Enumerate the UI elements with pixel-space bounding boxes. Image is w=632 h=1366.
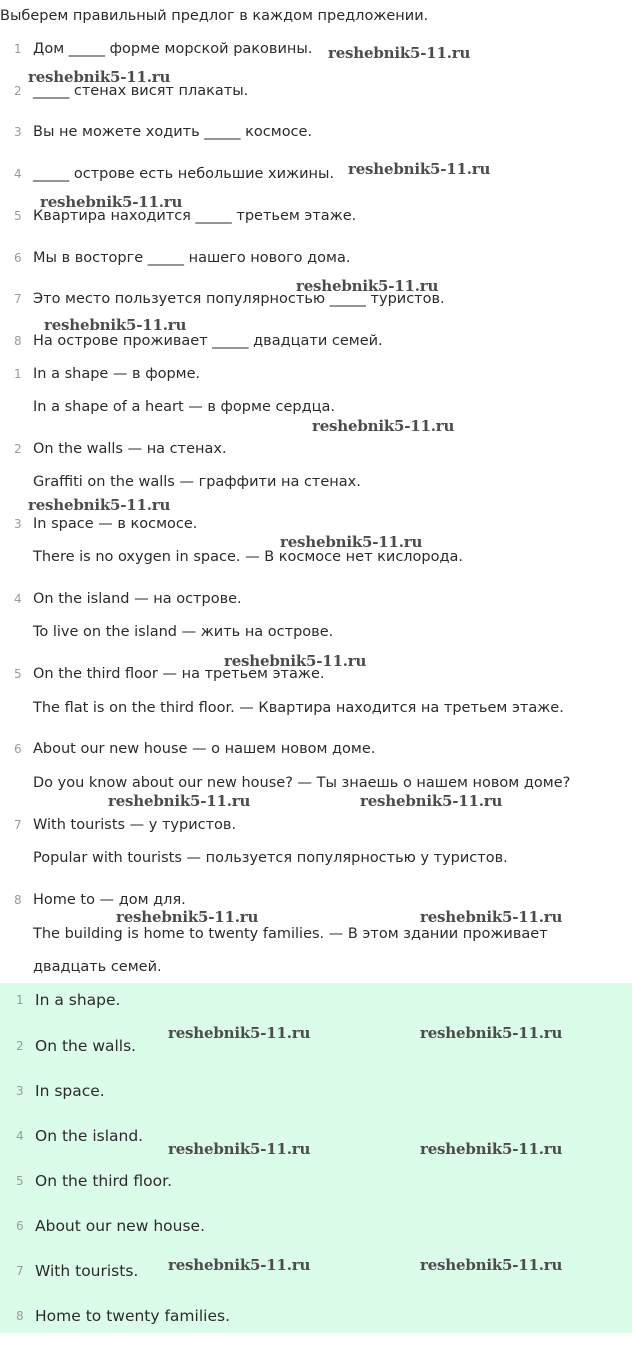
- watermark: reshebnik5-11.ru: [224, 652, 367, 670]
- item-number: 7: [14, 818, 22, 832]
- example-text: двадцать семей.: [33, 959, 162, 975]
- item-number: 7: [14, 292, 22, 306]
- item-text: Это место пользуется популярностью _____ туристов.: [33, 291, 445, 307]
- example-text: The building is home to twenty families. — В этом здании проживает: [33, 926, 548, 942]
- watermark: reshebnik5-11.ru: [168, 1024, 311, 1042]
- item-number: 3: [14, 125, 22, 139]
- watermark: reshebnik5-11.ru: [312, 417, 455, 435]
- watermark: reshebnik5-11.ru: [348, 160, 491, 178]
- instruction: Выберем правильный предлог в каждом предложении.: [0, 8, 429, 24]
- answer-text: On the walls.: [35, 1037, 137, 1055]
- watermark: reshebnik5-11.ru: [420, 1024, 563, 1042]
- example-text: Do you know about our new house? — Ты знаешь о нашем новом доме?: [33, 775, 571, 791]
- answer-text: Home to twenty families.: [35, 1307, 230, 1325]
- watermark: reshebnik5-11.ru: [360, 792, 503, 810]
- item-number: 1: [16, 993, 24, 1007]
- watermark: reshebnik5-11.ru: [28, 496, 171, 514]
- watermark: reshebnik5-11.ru: [44, 316, 187, 334]
- example-text: Graffiti on the walls — граффити на стенах.: [33, 474, 361, 490]
- phrase-text: About our new house — о нашем новом доме.: [33, 741, 376, 757]
- watermark: reshebnik5-11.ru: [296, 277, 439, 295]
- item-text: _____ стенах висят плакаты.: [33, 83, 249, 99]
- watermark: reshebnik5-11.ru: [420, 908, 563, 926]
- item-number: 8: [14, 334, 22, 348]
- watermark: reshebnik5-11.ru: [28, 68, 171, 86]
- item-number: 8: [14, 893, 22, 907]
- watermark: reshebnik5-11.ru: [168, 1256, 311, 1274]
- item-text: Квартира находится _____ третьем этаже.: [33, 208, 357, 224]
- phrase-text: With tourists — у туристов.: [33, 817, 237, 833]
- watermark: reshebnik5-11.ru: [420, 1256, 563, 1274]
- example-text: There is no oxygen in space. — В космосе нет кислорода.: [33, 549, 464, 565]
- answer-text: In a shape.: [35, 991, 121, 1009]
- watermark: reshebnik5-11.ru: [40, 193, 183, 211]
- item-number: 3: [14, 517, 22, 531]
- phrase-text: Home to — дом для.: [33, 892, 186, 908]
- watermark: reshebnik5-11.ru: [328, 44, 471, 62]
- item-number: 7: [16, 1264, 24, 1278]
- item-number: 8: [16, 1309, 24, 1323]
- item-number: 4: [16, 1129, 24, 1143]
- item-number: 6: [14, 251, 22, 265]
- phrase-text: On the walls — на стенах.: [33, 441, 227, 457]
- item-number: 4: [14, 167, 22, 181]
- example-text: To live on the island — жить на острове.: [33, 624, 334, 640]
- phrase-text: In space — в космосе.: [33, 516, 198, 532]
- watermark: reshebnik5-11.ru: [420, 1140, 563, 1158]
- phrase-text: In a shape — в форме.: [33, 366, 201, 382]
- item-number: 2: [16, 1039, 24, 1053]
- watermark: reshebnik5-11.ru: [168, 1140, 311, 1158]
- answer-text: On the island.: [35, 1127, 144, 1145]
- watermark: reshebnik5-11.ru: [280, 533, 423, 551]
- example-text: In a shape of a heart — в форме сердца.: [33, 399, 335, 415]
- example-text: Popular with tourists — пользуется популярностью у туристов.: [33, 850, 508, 866]
- item-number: 1: [14, 42, 22, 56]
- phrase-text: On the island — на острове.: [33, 591, 242, 607]
- item-number: 2: [14, 84, 22, 98]
- item-number: 1: [14, 367, 22, 381]
- item-number: 6: [16, 1219, 24, 1233]
- item-text: Мы в восторге _____ нашего нового дома.: [33, 250, 351, 266]
- answer-text: With tourists.: [35, 1262, 139, 1280]
- phrase-text: On the third floor — на третьем этаже.: [33, 666, 325, 682]
- item-number: 5: [16, 1174, 24, 1188]
- watermark: reshebnik5-11.ru: [116, 908, 259, 926]
- item-text: _____ острове есть небольшие хижины.: [33, 166, 335, 182]
- item-text: Вы не можете ходить _____ космосе.: [33, 124, 313, 140]
- item-number: 4: [14, 592, 22, 606]
- watermark: reshebnik5-11.ru: [108, 792, 251, 810]
- item-number: 6: [14, 742, 22, 756]
- answer-text: On the third floor.: [35, 1172, 172, 1190]
- item-number: 2: [14, 442, 22, 456]
- item-number: 5: [14, 667, 22, 681]
- example-text: The flat is on the third floor. — Квартира находится на третьем этаже.: [33, 700, 564, 716]
- answer-text: About our new house.: [35, 1217, 205, 1235]
- answer-text: In space.: [35, 1082, 105, 1100]
- item-number: 3: [16, 1084, 24, 1098]
- item-text: Дом _____ форме морской раковины.: [33, 41, 313, 57]
- item-number: 5: [14, 209, 22, 223]
- item-text: На острове проживает _____ двадцати семей.: [33, 333, 383, 349]
